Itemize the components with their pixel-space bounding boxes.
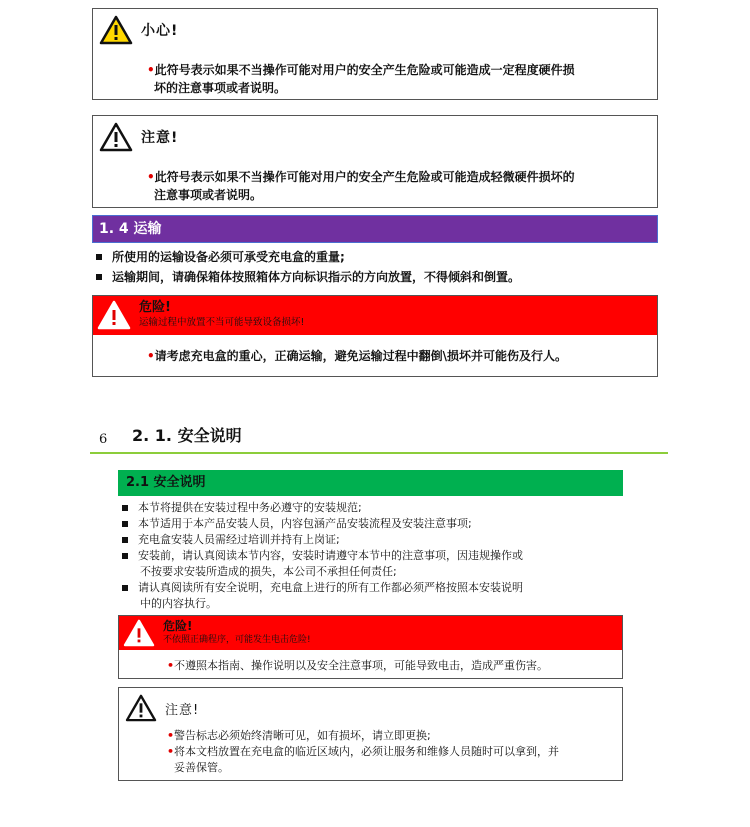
list-item: 本节适用于本产品安装人员，内容包涵产品安装流程及安装注意事项; [122, 516, 622, 532]
list-item: 本节将提供在安装过程中务必遵守的安装规范; [122, 500, 622, 516]
page-number: 6 [99, 432, 108, 447]
notice-title-2: 注意! [165, 702, 200, 718]
section-21-bullets [122, 500, 622, 612]
danger-1-line: 请考虑充电盒的重心，正确运输，避免运输过程中翻倒\损坏并可能伤及行人。 [154, 349, 568, 363]
danger-2-subtitle: 不依照正确程序，可能发生电击危险! [163, 635, 311, 645]
list-item: 运输期间，请确保箱体按照箱体方向标识指示的方向放置，不得倾斜和倒置。 [96, 269, 656, 285]
caution-title: 小心! [141, 23, 179, 39]
danger-1-subtitle: 运输过程中放置不当可能导致设备损坏! [139, 317, 305, 328]
list-item: 所使用的运输设备必须可承受充电盒的重量; [96, 249, 656, 265]
list-item: 请认真阅读所有安全说明，充电盒上进行的所有工作都必须严格按照本安装说明 中的内容执行。 [122, 580, 622, 612]
caution-line-2: 坏的注意事项或者说明。 [154, 81, 287, 95]
section-14-title: 1. 4 运输 [99, 221, 162, 237]
section-21-title: 2.1 安全说明 [126, 475, 206, 490]
caution-triangle-icon [99, 15, 133, 45]
notice-box-2: 注意! •警告标志必须始终清晰可见，如有损坏，请立即更换; •将本文档放置在充电盒的临近区域内，必须让服务和维修人员随时可以拿到，并 妥善保管。 [118, 687, 623, 781]
notice-2-line-1: 警告标志必须始终清晰可见，如有损坏，请立即更换; [174, 729, 431, 742]
danger-triangle-icon [123, 619, 155, 647]
section-14-bullets [96, 249, 656, 285]
list-item: 安装前，请认真阅读本节内容，安装时请遵守本节中的注意事项，因违规操作或 不按要求安装所造成的损失，本公司不承担任何责任; [122, 548, 622, 580]
danger-triangle-icon [97, 300, 131, 330]
warning-triangle-icon [99, 122, 133, 152]
warning-triangle-icon [125, 694, 157, 722]
caution-line-1: 此符号表示如果不当操作可能对用户的安全产生危险或可能造成一定程度硬件损 [154, 63, 575, 77]
danger-1-title: 危险! [139, 300, 171, 315]
notice-2-line-3: 妥善保管。 [174, 761, 229, 774]
list-item: 充电盒安装人员需经过培训并持有上岗证; [122, 532, 622, 548]
danger-2-title: 危险! [163, 619, 193, 633]
heading-21: 2. 1. 安全说明 [132, 426, 242, 445]
danger-box-2: 危险! 不依照正确程序，可能发生电击危险! •不遵照本指南、操作说明以及安全注意事项，可能导致电击，造成严重伤害。 [118, 615, 623, 679]
section-14-header [92, 215, 658, 243]
danger-2-line: 不遵照本指南、操作说明以及安全注意事项，可能导致电击，造成严重伤害。 [174, 659, 549, 672]
green-divider [90, 452, 668, 454]
notice-box-1: 注意! •此符号表示如果不当操作可能对用户的安全产生危险或可能造成轻微硬件损坏的 注意事项或者说明。 [92, 115, 658, 208]
danger-box-1: 危险! 运输过程中放置不当可能导致设备损坏! •请考虑充电盒的重心，正确运输，避免运输过程中翻倒\损坏并可能伤及行人。 [92, 295, 658, 377]
section-21-header [118, 470, 623, 496]
notice-1-line-1: 此符号表示如果不当操作可能对用户的安全产生危险或可能造成轻微硬件损坏的 [154, 170, 575, 184]
notice-2-line-2: 将本文档放置在充电盒的临近区域内，必须让服务和维修人员随时可以拿到，并 [174, 745, 560, 758]
caution-box: 小心! •此符号表示如果不当操作可能对用户的安全产生危险或可能造成一定程度硬件损 坏的注意事项或者说明。 [92, 8, 658, 100]
notice-1-line-2: 注意事项或者说明。 [154, 188, 263, 202]
notice-title-1: 注意! [141, 130, 179, 146]
